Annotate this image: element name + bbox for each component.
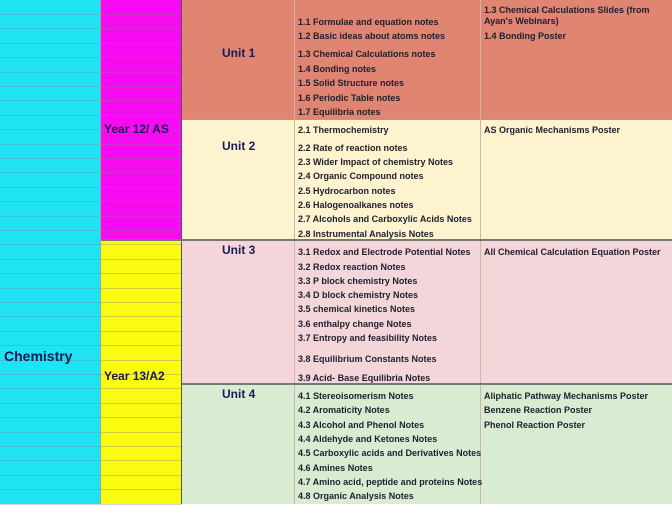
row-gridline: [0, 72, 182, 73]
note-link[interactable]: 1.2 Basic ideas about atoms notes: [298, 31, 446, 41]
resource-link[interactable]: All Chemical Calculation Equation Poster: [484, 247, 661, 257]
unit-separator: [182, 383, 672, 385]
note-link[interactable]: 2.7 Alcohols and Carboxylic Acids Notes: [298, 214, 472, 224]
row-gridline: [0, 460, 182, 461]
row-gridline: [0, 316, 182, 317]
unit-label: Unit 3: [222, 243, 256, 257]
note-link[interactable]: 1.7 Equilibria notes: [298, 107, 381, 117]
row-gridline: [0, 43, 182, 44]
row-gridline: [0, 14, 182, 15]
note-link[interactable]: 3.6 enthalpy change Notes: [298, 319, 412, 329]
row-gridline: [0, 187, 182, 188]
note-link[interactable]: 3.5 chemical kinetics Notes: [298, 304, 416, 314]
divider-subject: [100, 0, 101, 504]
note-link[interactable]: 3.7 Entropy and feasibility Notes: [298, 333, 438, 343]
note-link[interactable]: 3.3 P block chemistry Notes: [298, 276, 418, 286]
note-link[interactable]: 1.5 Solid Structure notes: [298, 78, 405, 88]
row-gridline: [0, 201, 182, 202]
resource-link[interactable]: 1.4 Bonding Poster: [484, 31, 567, 41]
row-gridline: [0, 302, 182, 303]
year-label: Year 12/ AS: [104, 122, 169, 136]
row-gridline: [0, 144, 182, 145]
resource-link[interactable]: Ayan's Webinars): [484, 16, 559, 26]
unit-label: Unit 2: [222, 139, 256, 153]
row-gridline: [0, 259, 182, 260]
row-gridline: [0, 158, 182, 159]
note-link[interactable]: 4.1 Stereoisomerism Notes: [298, 391, 414, 401]
row-gridline: [0, 273, 182, 274]
year12-column: [101, 0, 182, 240]
note-link[interactable]: 2.1 Thermochemistry: [298, 125, 389, 135]
divider-notes: [294, 0, 295, 504]
note-link[interactable]: 2.6 Halogenoalkanes notes: [298, 200, 414, 210]
row-gridline: [0, 432, 182, 433]
row-gridline: [0, 28, 182, 29]
unit-label: Unit 1: [222, 46, 256, 60]
note-link[interactable]: 4.6 Amines Notes: [298, 463, 373, 473]
row-gridline: [0, 57, 182, 58]
row-gridline: [0, 216, 182, 217]
note-link[interactable]: 2.8 Instrumental Analysis Notes: [298, 229, 434, 239]
row-gridline: [0, 403, 182, 404]
note-link[interactable]: 3.9 Acid- Base Equilibria Notes: [298, 373, 431, 383]
unit-separator: [101, 239, 672, 241]
note-link[interactable]: 3.8 Equilibrium Constants Notes: [298, 354, 437, 364]
divider-year: [181, 0, 182, 504]
note-link[interactable]: 4.5 Carboxylic acids and Derivatives Notes: [298, 448, 482, 458]
note-link[interactable]: 1.1 Formulae and equation notes: [298, 17, 439, 27]
row-gridline: [0, 489, 182, 490]
row-gridline: [0, 388, 182, 389]
note-link[interactable]: 2.3 Wider Impact of chemistry Notes: [298, 157, 453, 167]
row-gridline: [0, 244, 182, 245]
subject-column: [0, 0, 101, 504]
row-gridline: [0, 446, 182, 447]
note-link[interactable]: 1.4 Bonding notes: [298, 64, 377, 74]
note-link[interactable]: 3.4 D block chemistry Notes: [298, 290, 419, 300]
note-link[interactable]: 4.3 Alcohol and Phenol Notes: [298, 420, 425, 430]
note-link[interactable]: 3.1 Redox and Electrode Potential Notes: [298, 247, 471, 257]
note-link[interactable]: 4.8 Organic Analysis Notes: [298, 491, 414, 501]
note-link[interactable]: 4.7 Amino acid, peptide and proteins Notes: [298, 477, 483, 487]
unit-separator: [182, 119, 672, 120]
resource-link[interactable]: 1.3 Chemical Calculations Slides (from: [484, 5, 650, 15]
resource-link[interactable]: Phenol Reaction Poster: [484, 420, 586, 430]
note-link[interactable]: 3.2 Redox reaction Notes: [298, 262, 406, 272]
row-gridline: [0, 475, 182, 476]
year-label: Year 13/A2: [104, 369, 165, 383]
row-gridline: [0, 417, 182, 418]
row-gridline: [0, 115, 182, 116]
note-link[interactable]: 4.2 Aromaticity Notes: [298, 405, 390, 415]
subject-label: Chemistry: [4, 348, 73, 364]
resource-link[interactable]: Benzene Reaction Poster: [484, 405, 593, 415]
row-gridline: [0, 345, 182, 346]
unit-label: Unit 4: [222, 387, 256, 401]
note-link[interactable]: 4.4 Aldehyde and Ketones Notes: [298, 434, 438, 444]
note-link[interactable]: 2.2 Rate of reaction notes: [298, 143, 408, 153]
note-link[interactable]: 1.3 Chemical Calculations notes: [298, 49, 436, 59]
resource-link[interactable]: AS Organic Mechanisms Poster: [484, 125, 621, 135]
row-gridline: [0, 86, 182, 87]
row-gridline: [0, 172, 182, 173]
divider-resources: [480, 0, 481, 504]
note-link[interactable]: 1.6 Periodic Table notes: [298, 93, 401, 103]
note-link[interactable]: 2.4 Organic Compound notes: [298, 171, 424, 181]
note-link[interactable]: 2.5 Hydrocarbon notes: [298, 186, 396, 196]
resource-link[interactable]: Aliphatic Pathway Mechanisms Poster: [484, 391, 649, 401]
row-gridline: [0, 331, 182, 332]
row-gridline: [0, 230, 182, 231]
row-gridline: [0, 100, 182, 101]
row-gridline: [0, 288, 182, 289]
